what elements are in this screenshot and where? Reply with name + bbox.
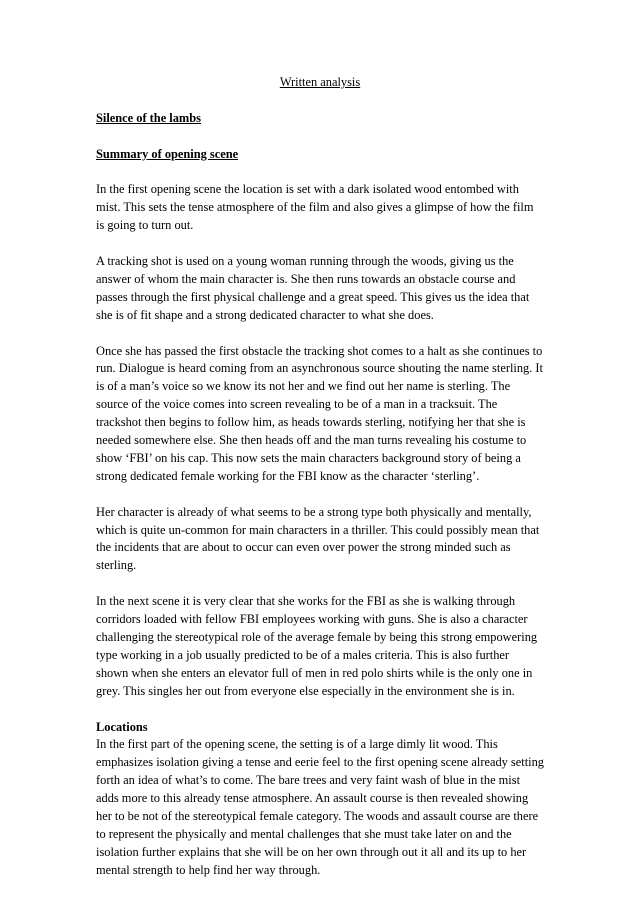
document-page bbox=[96, 74, 544, 880]
film-title: Silence of the lambs bbox=[96, 110, 201, 125]
locations-heading: Locations bbox=[96, 719, 148, 734]
paragraph-dialogue: Once she has passed the first obstacle the tracking shot comes to a halt as she continues to run. Dialogue is heard coming from an asynchronous source shouting the name sterling. It is of a man’s voice so we know its not her and we find out her name is sterling. The source of the voice comes into screen revealing to be of a man in a tracksuit. The trackshot then begins to follow him, as heads towards sterling, notifying her that she is needed somewhere else. She then heads off and the man turns revealing his costume to show ‘FBI’ on his cap. This now sets the main characters background story of being a strong dedicated female working for the FBI know as the character ‘sterling’. bbox=[96, 343, 543, 483]
paragraph-locations: In the first part of the opening scene, the setting is of a large dimly lit wood. This emphasizes isolation giving a tense and eerie feel to the first opening scene already setting forth an idea of what’s to come. The bare trees and very faint wash of blue in the mist adds more to this already tense atmosphere. An assault course is then revealed showing her to be not of the stereotypical female category. The woods and assault course are there to represent the physically and mental challenges that she must take later on and the isolation further explains that she will be on her own through out it all and its up to her mental strength to help find her way through. bbox=[96, 737, 544, 877]
paragraph-intro: In the first opening scene the location is set with a dark isolated wood entombed with mist. This sets the tense atmosphere of the film and also gives a glimpse of how the film is going to turn out. bbox=[96, 182, 534, 233]
paragraph-tracking-shot: A tracking shot is used on a young woman running through the woods, giving us the answer of whom the main character is. She then runs towards an obstacle course and passes through the first physical challenge and a great speed. This gives us the idea that she is of fit shape and a strong dedicated character to what she does. bbox=[96, 254, 530, 322]
summary-heading: Summary of opening scene bbox=[96, 146, 239, 161]
paragraph-character: Her character is already of what seems to be a strong type both physically and mentally, which is quite un-common for main characters in a thriller. This could possibly mean that the incidents that are about to occur can even over power the strong minded such as sterling. bbox=[96, 504, 540, 573]
paragraph-next-scene: In the next scene it is very clear that she works for the FBI as she is walking through corridors loaded with fellow FBI employees working with guns. She is also a character challenging the stereotypical role of the average female by being this strong empowering type working in a job usually predicted to be of a males criteria. This is also further shown when she enters an elevator full of men in red polo shirts while is the only one in grey. This singles her out from everyone else especially in the environment she is in. bbox=[96, 594, 538, 698]
document-title: Written analysis bbox=[279, 75, 361, 89]
